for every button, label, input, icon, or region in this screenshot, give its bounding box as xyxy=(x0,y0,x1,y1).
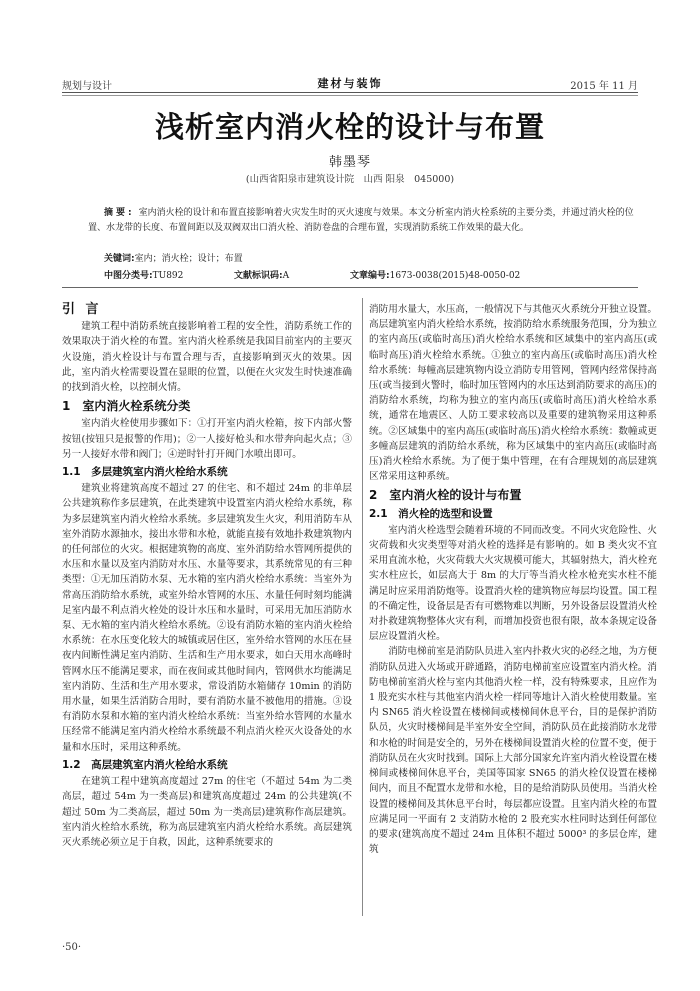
keywords xyxy=(104,251,243,264)
clc-value: TU892 xyxy=(152,271,184,281)
running-header-date: 2015 年 11 月 xyxy=(570,81,638,92)
section-1-heading: 1 室内消火栓系统分类 xyxy=(62,399,191,414)
section-1-2-heading: 1.2 高层建筑室内消火栓给水系统 xyxy=(62,758,228,771)
abstract xyxy=(88,206,636,236)
clc-number xyxy=(104,268,183,281)
article-number xyxy=(350,268,520,281)
section-2-1-paragraph-2: 消防电梯前室是消防队员进入室内扑救火灾的必经之地，为方便消防队员进入火场或开辟通路，消防电梯前室应设置室内消火栓。消防电梯前室消火栓与室内其他消火栓一样，没有特殊要求，且应作为 1 股充实水柱与其他室内消火栓一样同等地计入消火栓使用数量。室内 SN65 消火栓设置在楼梯间或楼梯间休息平台，目的是保护消防队员，火灾时楼梯间是半室外安全空间，消防队员在此接消防水龙带和水枪的时间是安全的，另外在楼梯间设置消火栓的位置不变，便于消防队员在火灾时找到。国际上大部分国家允许室内消火栓设置在楼梯间或楼梯间休息平台，美国等国家 SN65 的消火栓仅设置在楼梯间内，而且不配置水龙带和水枪，目的是给消防队员使用。当消火栓设置的楼梯间及其休息平台时，每层都应设置。且室内消火栓的布置应满足同一平面有 2 支消防水枪的 2 股充实水柱同时达到任何部位的要求(建筑高度不超过 24m 且体积不超过 5000³ 的多层仓库，建筑 xyxy=(369,646,657,856)
author-name: 韩墨琴 xyxy=(328,155,371,170)
left-column xyxy=(62,302,352,850)
running-header-journal: 建材与装饰 xyxy=(317,77,383,90)
right-column xyxy=(369,302,657,857)
header-rule xyxy=(62,92,638,93)
author-affiliation: (山西省阳泉市建筑设计院 山西 阳泉 045000) xyxy=(245,174,455,185)
article-number-label: 文章编号: xyxy=(350,271,390,281)
column-divider xyxy=(362,298,363,916)
section-2-1-paragraph-1: 室内消火栓选型会随着环境的不同而改变。不同火灾危险性、火灾荷载和火灾类型等对消火栓的选择是有影响的。如 B 类火灾不宜采用直流水枪，火灾荷载大火灾规模可能大，其辐射热大，消火栓充实水柱应长，如层高大于 8m 的大厅等当消火栓水枪充实水柱不能满足时应采用消防炮等。设置消火栓的建筑物应每层均设置。国工程的不确定性，设备层是否有可燃物难以判断，另外设备层设置消火栓对扑救建筑物整体火灾有利，而增加投资也很有限，故本条规定设备层应设置消火栓。 xyxy=(369,524,657,643)
section-1-2-paragraph: 在建筑工程中建筑高度超过 27m 的住宅（不超过 54m 为二类高层，超过 54m 为一类高层)和建筑高度超过 24m 的公共建筑(不超过 50m 为二类高层，超过 50m 为一类高层)建筑称作高层建筑。室内消火栓给水系统，称为高层建筑室内消火栓给水系统。高层建筑灭火系统必须立足于自救，因此，这种系统要求的 xyxy=(62,776,352,848)
header-rule-secondary xyxy=(62,95,638,96)
intro-paragraph: 建筑工程中消防系统直接影响着工程的安全性，消防系统工作的效果取决于消火栓的布置。室内消火栓系统是我国目前室内的主要灭火设施，消火栓设计与布置合理与否，直接影响到灭火的效果。因此，室内消火栓需要设置在显眼的位置，以便在火灾发生时快速准确的找到消火栓，以控制火情。 xyxy=(62,321,352,394)
section-2-1-heading: 2.1 消火栓的选型和设置 xyxy=(369,507,493,520)
section-2-heading: 2 室内消火栓的设计与布置 xyxy=(369,488,522,503)
page-number: ·50· xyxy=(62,942,82,953)
article-title: 浅析室内消火栓的设计与布置 xyxy=(154,110,545,144)
section-1-paragraph: 室内消火栓使用步骤如下：①打开室内消火栓箱，按下内部火警按钮(按钮只是报警的作用)；②一人接好枪头和水带奔向起火点；③另一人接好水带和阀门；④逆时针打开阀门水喷出即可。 xyxy=(62,418,352,460)
keywords-label: 关键词: xyxy=(104,254,135,264)
keywords-text: 室内；消火栓；设计；布置 xyxy=(134,254,243,264)
article-number-value: 1673-0038(2015)48-0050-02 xyxy=(389,271,521,281)
section-1-1-paragraph: 建筑业将建筑高度不超过 27 的住宅、和不超过 24m 的非单层公共建筑称作多层建筑，在此类建筑中设置室内消火栓给水系统，称为多层建筑室内消火栓给水系统。多层建筑发生火灾，利用消防车从室外消防水源抽水，接出水带和水枪，就能直接有效地扑救建筑物内的任何部位的火灾。根据建筑物的高度、室外消防给水管网所提供的水压和水量以及室内消防对水压、水量等要求，其系统常见的有三种类型：①无加压消防水泵、无水箱的室内消火栓给水系统：当室外为常高压消防给水系统，或室外给水管网的水压、水量任何时刻均能满足室内最不利点消火栓处的设计水压和水量时，可采用无加压消防水泵、无水箱的室内消火栓给水系统。②设有消防水箱的室内消火栓给水系统：在水压变化较大的城镇或居住区，室外给水管网的水压在昼夜内间断性满足室内消防、生活和生产用水要求，如白天用水高峰时管网水压不能满足要求，而在夜间或其他时间内，管网供水均能满足室内消防、生活和生产用水要求，常设消防水箱储存 10min 的消防用水量，如果生活消防合用时，要有消防水量不被他用的措施。③设有消防水泵和水箱的室内消火栓给水系统：当室外给水管网的水量水压经常不能满足室内消火栓给水系统最不利点消火栓灭火设备处的水量和水压时，采用这种系统。 xyxy=(62,483,352,753)
intro-heading: 引 言 xyxy=(62,302,102,317)
abstract-text: 室内消火栓的设计和布置直接影响着火灾发生时的灭火速度与效果。本文分析室内消火栓系统的主要分类，并通过消火栓的位置、水龙带的长度、布置间距以及双阀双出口消火栓、消防卷盘的合理布置，实现消防系统工作效果的最大化。 xyxy=(88,208,634,233)
doc-code-value: A xyxy=(282,271,290,281)
doc-code-label: 文献标识码: xyxy=(234,271,283,281)
meta-rule xyxy=(62,287,638,288)
document-code xyxy=(234,268,289,281)
abstract-label: 摘要: xyxy=(104,208,135,218)
section-1-1-heading: 1.1 多层建筑室内消火栓给水系统 xyxy=(62,466,228,479)
clc-label: 中图分类号: xyxy=(104,271,153,281)
continued-paragraph: 消防用水量大，水压高，一般情况下与其他灭火系统分开独立设置。高层建筑室内消火栓给水系统，按消防给水系统服务范围，分为独立的室内高压(或临时高压)消火栓给水系统和区域集中的室内高压(或临时高压)消火栓给水系统。①独立的室内高压(或临时高压)消火栓给水系统：每幢高层建筑物内设立消防专用管网，管网内经常保持高压(或当接到火警时，临时加压管网内的水压达到消防要求的高压)的消防给水系统，均称为独立的室内高压(或临时高压)消火栓给水系统，通常在地震区、人防工要求较高以及重要的建筑物采用这种系统。②区域集中的室内高压(或临时高压)消火栓给水系统：数幢或更多幢高层建筑的消防给水系统，称为区域集中的室内高压(或临时高压)消火栓给水系统。为了便于集中管理，在有合理规划的高层建筑区常采用这种系统。 xyxy=(369,304,657,483)
running-header-section: 规划与设计 xyxy=(62,81,112,92)
